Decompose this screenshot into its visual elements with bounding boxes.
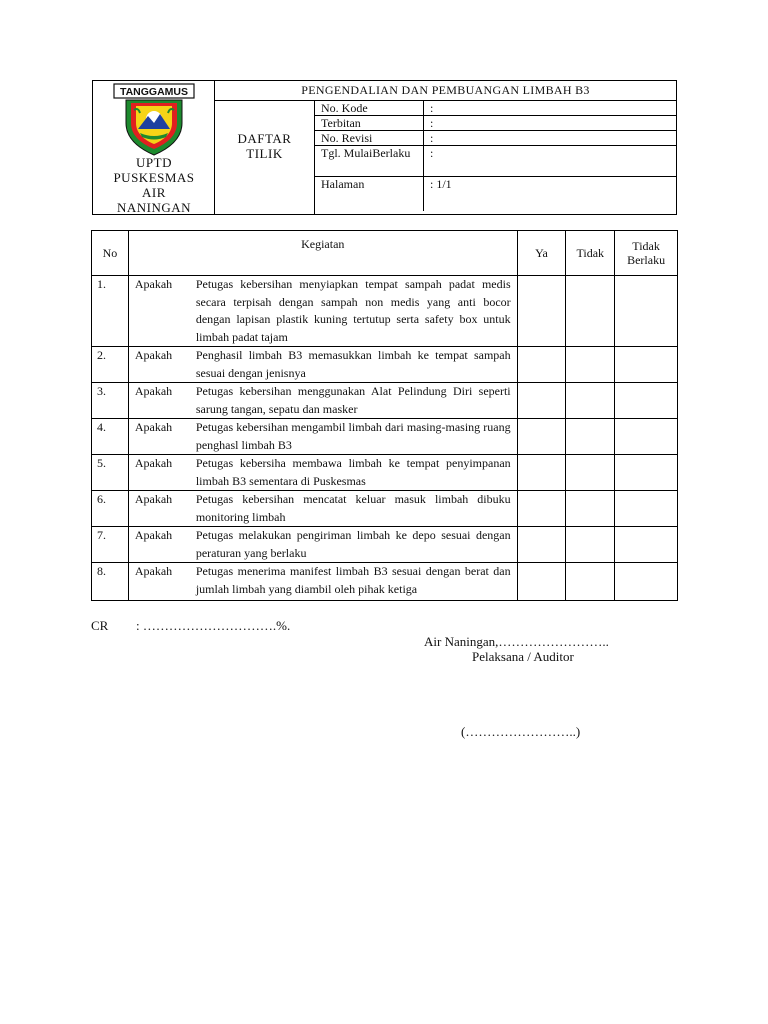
meta-value: : [424,146,677,177]
ya-checkbox-cell[interactable] [517,563,566,601]
tidak-checkbox-cell[interactable] [566,347,615,383]
tidak-berlaku-checkbox-cell[interactable] [615,527,678,563]
tidak-checkbox-cell[interactable] [566,527,615,563]
tidak-checkbox-cell[interactable] [566,419,615,455]
activity-cell [128,527,517,563]
meta-value: : [424,131,677,146]
checklist-row [92,563,678,601]
tidak-berlaku-checkbox-cell[interactable] [615,419,678,455]
org-line: AIR [142,185,166,200]
activity-cell [128,455,517,491]
signature-line[interactable]: (……………………..) [461,724,581,739]
activity-cell [128,276,517,347]
checklist-table [91,230,678,601]
activity-prefix: Apakah [134,384,173,398]
checklist-row [92,276,678,347]
activity-text: Petugas kebersihan menyiapkan tempat sampah padat medis secara terpisah dengan sampah non medis yang anti bocor dengan lapisan plastik kuning tertutup serta safety box untuk limbah padat tajam [195,277,511,344]
meta-value: : [424,101,677,116]
activity-prefix: Apakah [134,348,173,362]
meta-label: No. Kode [315,101,424,116]
document-title: PENGENDALIAN DAN PEMBUANGAN LIMBAH B3 [215,81,676,101]
activity-cell [128,347,517,383]
doc-type-line: TILIK [246,146,283,161]
activity-prefix: Apakah [134,528,173,542]
meta-label: Terbitan [315,116,424,131]
activity-text: Petugas menerima manifest limbah B3 sesuai dengan berat dan jumlah limbah yang diambil oleh pihak ketiga [195,564,511,596]
logo-text: TANGGAMUS [119,86,189,98]
column-header-no: No [92,231,129,276]
cr-value[interactable]: : ………………………….%. [136,618,291,633]
activity-prefix: Apakah [134,492,173,506]
checklist-row [92,527,678,563]
ya-checkbox-cell[interactable] [517,419,566,455]
row-number: 6. [92,491,129,527]
cr-label: CR [91,618,109,633]
tidak-checkbox-cell[interactable] [566,383,615,419]
activity-text: Petugas kebersiha membawa limbah ke tempat penyimpanan limbah B3 sementara di Puskesmas [195,456,511,488]
column-header-ya: Ya [517,231,566,276]
activity-cell [128,419,517,455]
tanggamus-emblem-logo [112,83,196,157]
tidak-berlaku-checkbox-cell[interactable] [615,383,678,419]
meta-row [315,146,676,177]
checklist-row [92,491,678,527]
column-header-kegiatan: Kegiatan [128,231,517,276]
activity-text: Petugas kebersihan menggunakan Alat Pelindung Diri seperti sarung tangan, sepatu dan masker [195,384,511,416]
activity-cell [128,491,517,527]
tidak-berlaku-checkbox-cell[interactable] [615,455,678,491]
row-number: 8. [92,563,129,601]
meta-row [315,101,676,116]
tidak-berlaku-checkbox-cell[interactable] [615,347,678,383]
row-number: 4. [92,419,129,455]
ya-checkbox-cell[interactable] [517,527,566,563]
org-line: NANINGAN [116,200,192,215]
ya-checkbox-cell[interactable] [517,383,566,419]
tidak-checkbox-cell[interactable] [566,455,615,491]
document-header [92,80,677,215]
tidak-berlaku-checkbox-cell[interactable] [615,491,678,527]
row-number: 3. [92,383,129,419]
checklist-row [92,347,678,383]
meta-label: Tgl. MulaiBerlaku [315,146,424,177]
activity-text: Petugas kebersihan mencatat keluar masuk limbah dibuku monitoring limbah [195,492,511,524]
activity-cell [128,383,517,419]
column-header-tidak: Tidak [566,231,615,276]
checklist-row [92,383,678,419]
checklist-header-row [92,231,678,276]
doc-type-line: DAFTAR [237,131,292,146]
activity-prefix: Apakah [134,277,173,291]
meta-value: : [424,116,677,131]
tidak-checkbox-cell[interactable] [566,276,615,347]
signer-role: Pelaksana / Auditor [472,649,574,664]
meta-label: No. Revisi [315,131,424,146]
meta-row [315,177,676,212]
activity-text: Penghasil limbah B3 memasukkan limbah ke tempat sampah sesuai dengan jenisnya [195,348,511,380]
logo-cell [93,81,215,214]
ya-checkbox-cell[interactable] [517,347,566,383]
org-line: UPTD [136,155,172,170]
organization-name [93,155,215,215]
tidak-berlaku-checkbox-cell[interactable] [615,563,678,601]
org-line: PUSKESMAS [113,170,195,185]
row-number: 5. [92,455,129,491]
meta-label: Halaman [315,177,424,212]
checklist-row [92,419,678,455]
ya-checkbox-cell[interactable] [517,491,566,527]
meta-row [315,131,676,146]
meta-value: : 1/1 [430,177,452,191]
tidak-checkbox-cell[interactable] [566,563,615,601]
place-date[interactable]: Air Naningan,…………………….. [424,634,609,649]
row-number: 2. [92,347,129,383]
activity-cell [128,563,517,601]
row-number: 1. [92,276,129,347]
activity-text: Petugas kebersihan mengambil limbah dari masing-masing ruang penghasl limbah B3 [195,420,511,452]
tidak-berlaku-checkbox-cell[interactable] [615,276,678,347]
checklist-row [92,455,678,491]
meta-row [315,116,676,131]
document-type [215,101,315,214]
document-meta-table [315,101,676,211]
ya-checkbox-cell[interactable] [517,276,566,347]
activity-text: Petugas melakukan pengiriman limbah ke depo sesuai dengan peraturan yang berlaku [195,528,511,560]
activity-prefix: Apakah [134,456,173,470]
activity-prefix: Apakah [134,564,173,578]
tidak-checkbox-cell[interactable] [566,491,615,527]
column-header-tidak-berlaku: Tidak Berlaku [615,231,678,276]
row-number: 7. [92,527,129,563]
ya-checkbox-cell[interactable] [517,455,566,491]
activity-prefix: Apakah [134,420,173,434]
